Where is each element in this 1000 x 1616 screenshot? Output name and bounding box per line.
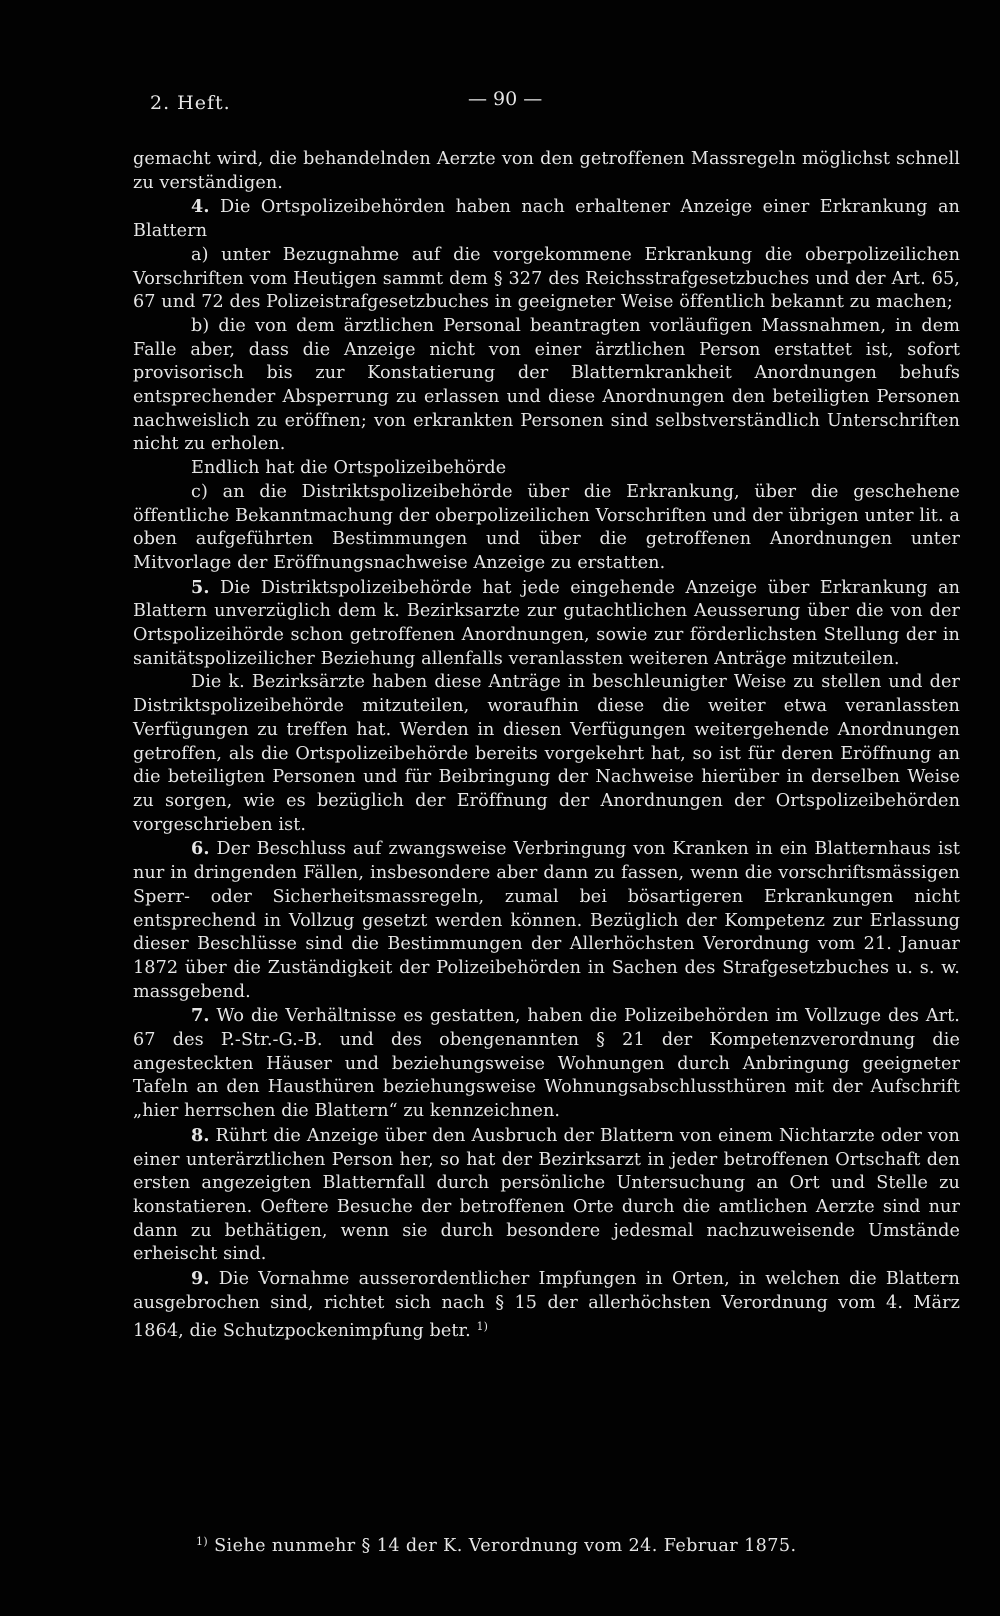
section-number: 8.: [191, 1124, 210, 1146]
paragraph: Endlich hat die Ortspolizeibehörde: [191, 458, 507, 479]
paragraph: 8. Rührt die Anzeige über den Ausbruch der Blattern von einem Nichtarzte oder von einer unterärztlichen Person her, so hat der Bezirksarzt in jeder betroffenen Ortschaft den ersten angezeigten Blatternfall durch persönliche Untersuchung an Ort und Stelle zu konstatieren. Oeftere Besuche der betroffenen Orte durch die amtlichen Aerzte sind nur dann zu bethätigen, wenn sie durch besondere jedesmal nachzuweisende Umstände erheischt sind.: [133, 1124, 960, 1265]
section-number: 6.: [191, 838, 210, 860]
paragraph: Die k. Bezirksärzte haben diese Anträge in beschleunigter Weise zu stellen und der Distriktspolizeibehörde mitzuteilen, woraufhin diese die weiter etwa veranlassten Verfügungen zu treffen hat. Werden in diesen Verfügungen weitergehende Anordnungen getroffen, als die Ortspolizeibehörde bereits vorgekehrt hat, so ist für deren Eröffnung an die beteiligten Personen und für Beibringung der Nachweise hierüber in derselben Weise zu sorgen, wie es bezüglich der Eröffnung der Anordnungen der Ortspolizeibehörden vorgeschrieben ist.: [133, 672, 960, 835]
paragraph: 7. Wo die Verhältnisse es gestatten, haben die Polizeibehörden im Vollzuge des Art. 67 des P.-Str.-G.-B. und des obengenannten § 21 der Kompetenzverordnung die angesteckten Häuser und beziehungsweise Wohnungen durch Anbringung geeigneter Tafeln an den Hausthüren beziehungsweise Wohnungsabschlussthüren mit der Aufschrift „hier herrschen die Blattern“ zu kennzeichnen.: [133, 1005, 960, 1122]
paragraph: b) die von dem ärztlichen Personal beantragten vorläufigen Massnahmen, in dem Falle aber, dass die Anzeige nicht von einer ärztlichen Person erstattet ist, sofort provisorisch bis zur Konstatierung der Blatternkrankheit Anordnungen behufs entsprechender Absperrung zu erlassen und diese Anordnungen den beteiligten Personen nachweislich zu eröffnen; von erkrankten Personen sind selbstverständlich Unterschriften nicht zu erholen.: [133, 315, 960, 455]
paragraph: c) an die Distriktspolizeibehörde über die Erkrankung, über die geschehene öffentliche Bekanntmachung der oberpolizeilichen Vorschriften und der übrigen unter lit. a oben aufgeführten Bestimmungen und über die getroffenen Anordnungen unter Mitvorlage der Eröffnungsnachweise Anzeige zu erstatten.: [133, 481, 960, 573]
issue-label: 2. Heft.: [150, 92, 231, 114]
footnote-text: Siehe nunmehr § 14 der K. Verordnung vom 24. Februar 1875.: [208, 1536, 797, 1556]
section-number: 4.: [191, 196, 210, 218]
paragraph: 4. Die Ortspolizeibehörden haben nach erhaltener Anzeige einer Erkrankung an Blattern: [133, 196, 960, 242]
paragraph: 5. Die Distriktspolizeibehörde hat jede eingehende Anzeige über Erkrankung an Blattern unverzüglich dem k. Bezirksarzte zur gutachtlichen Aeusserung über die von der Ortspolizeihörde schon getroffenen Anordnungen, sowie zur förderlichsten Stellung der in sanitätspolizeilicher Beziehung allenfalls veranlassten weiteren Anträge mitzuteilen.: [133, 576, 960, 669]
footnote-marker: 1): [196, 1535, 209, 1548]
body-text: [133, 148, 960, 1344]
page-header: [150, 88, 930, 116]
footnote: [196, 1535, 796, 1556]
footnote-reference: 1): [476, 1320, 488, 1334]
section-number: 5.: [191, 576, 210, 598]
section-number: 9.: [191, 1268, 210, 1290]
paragraph: 6. Der Beschluss auf zwangsweise Verbringung von Kranken in ein Blatternhaus ist nur in dringenden Fällen, insbesondere aber dann zu fassen, wenn die vorschriftsmässigen Sperr- oder Sicherheitsmassregeln, zumal bei bösartigeren Erkrankungen nicht entsprechend in Vollzug gesetzt werden können. Bezüglich der Kompetenz zur Erlassung dieser Beschlüsse sind die Bestimmungen der Allerhöchsten Verordnung vom 21. Januar 1872 über die Zuständigkeit der Polizeibehörden in Sachen des Strafgesetzbuches u. s. w. massgebend.: [133, 838, 960, 1002]
page-number: — 90 —: [468, 88, 543, 110]
paragraph: gemacht wird, die behandelnden Aerzte von den getroffenen Massregeln möglichst schnell zu verständigen.: [133, 149, 960, 193]
paragraph: 9. Die Vornahme ausserordentlicher Impfungen in Orten, in welchen die Blattern ausgebrochen sind, richtet sich nach § 15 der allerhöchsten Verordnung vom 4. März 1864, die Schutzpockenimpfung betr. $^{1)}$: [133, 1268, 960, 1342]
section-number: 7.: [191, 1005, 210, 1027]
paragraph: a) unter Bezugnahme auf die vorgekommene Erkrankung die oberpolizeilichen Vorschriften vom Heutigen sammt dem § 327 des Reichsstrafgesetzbuches und der Art. 65, 67 und 72 des Polizeistrafgesetzbuches in geeigneter Weise öffentlich bekannt zu machen;: [133, 244, 960, 313]
